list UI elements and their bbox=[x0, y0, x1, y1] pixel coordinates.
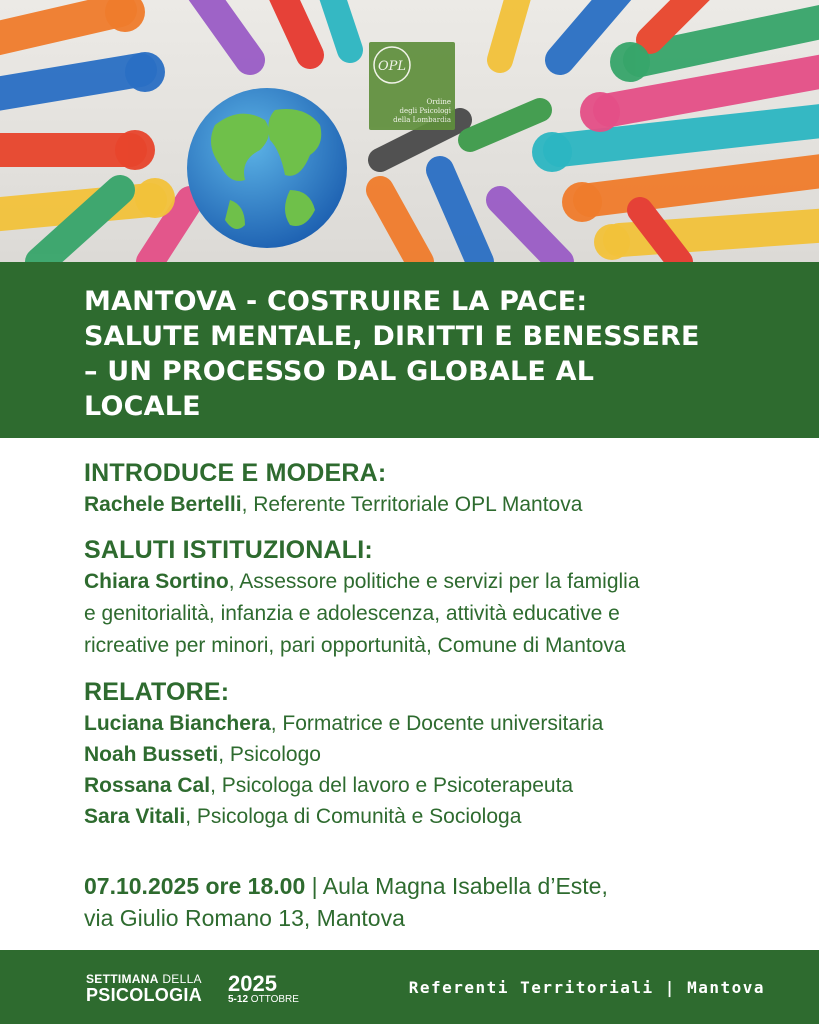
section-heading: RELATORE: bbox=[84, 678, 230, 706]
event-details bbox=[84, 870, 784, 934]
opl-logo bbox=[369, 42, 455, 130]
moderator-role: , Referente Territoriale OPL Mantova bbox=[241, 493, 583, 516]
speaker-role: , Psicologa di Comunità e Sociologa bbox=[185, 805, 522, 828]
title-line: – UN PROCESSO DAL GLOBALE AL bbox=[84, 356, 595, 387]
greeter-role: , Assessore politiche e servizi per la famiglia bbox=[228, 570, 640, 593]
event-address: via Giulio Romano 13, Mantova bbox=[84, 905, 405, 931]
speaker-line bbox=[84, 739, 784, 770]
opl-logo-text: Ordine degli Psicologi della Lombardia bbox=[393, 98, 451, 124]
event-title bbox=[84, 284, 774, 424]
speaker-role: , Formatrice e Docente universitaria bbox=[270, 712, 604, 735]
footer-band bbox=[0, 950, 819, 1024]
section-introduce bbox=[84, 457, 784, 520]
greeter-paragraph bbox=[84, 566, 784, 662]
hands-and-globe-artwork bbox=[0, 0, 819, 262]
brand-line-1: SETTIMANA DELLA bbox=[86, 972, 202, 986]
event-venue: | Aula Magna Isabella d’Este, bbox=[305, 873, 608, 899]
speaker-name: Rossana Cal bbox=[84, 774, 211, 797]
footer-referenti: Referenti Territoriali | Mantova bbox=[408, 978, 765, 997]
speaker-role: , Psicologo bbox=[218, 743, 321, 766]
speaker-role: , Psicologa del lavoro e Psicoterapeuta bbox=[210, 774, 574, 797]
title-line: LOCALE bbox=[84, 391, 201, 422]
speaker-name: Sara Vitali bbox=[84, 805, 186, 828]
speaker-line bbox=[84, 770, 784, 801]
speaker-line bbox=[84, 708, 784, 739]
brand-line-2: PSICOLOGIA bbox=[86, 985, 203, 1005]
event-datetime: 07.10.2025 ore 18.00 bbox=[84, 873, 306, 899]
section-saluti bbox=[84, 534, 784, 662]
brand-year: 2025 bbox=[228, 971, 277, 996]
speaker-name: Luciana Bianchera bbox=[84, 712, 271, 735]
opl-monogram-icon bbox=[369, 42, 415, 88]
settimana-psicologia-logo bbox=[86, 972, 316, 1012]
moderator-name: Rachele Bertelli bbox=[84, 493, 242, 516]
section-relatore bbox=[84, 676, 784, 832]
title-line: SALUTE MENTALE, DIRITTI E BENESSERE bbox=[84, 321, 700, 352]
hero-illustration bbox=[0, 0, 819, 262]
speaker-line bbox=[84, 801, 784, 832]
greeter-role: e genitorialità, infanzia e adolescenza, attività educative e bbox=[84, 602, 620, 625]
globe-icon bbox=[187, 88, 347, 248]
greeter-role: ricreative per minori, pari opportunità, Comune di Mantova bbox=[84, 634, 626, 657]
section-heading: SALUTI ISTITUZIONALI: bbox=[84, 536, 373, 564]
program-content bbox=[84, 457, 784, 846]
title-line: MANTOVA - COSTRUIRE LA PACE: bbox=[84, 286, 588, 317]
greeter-name: Chiara Sortino bbox=[84, 570, 229, 593]
svg-text:OPL: OPL bbox=[377, 59, 407, 74]
speaker-name: Noah Busseti bbox=[84, 743, 219, 766]
title-band bbox=[0, 262, 819, 438]
brand-dates: 5-12 OTTOBRE bbox=[228, 994, 299, 1005]
moderator-line bbox=[84, 489, 784, 520]
section-heading: INTRODUCE E MODERA: bbox=[84, 459, 387, 487]
